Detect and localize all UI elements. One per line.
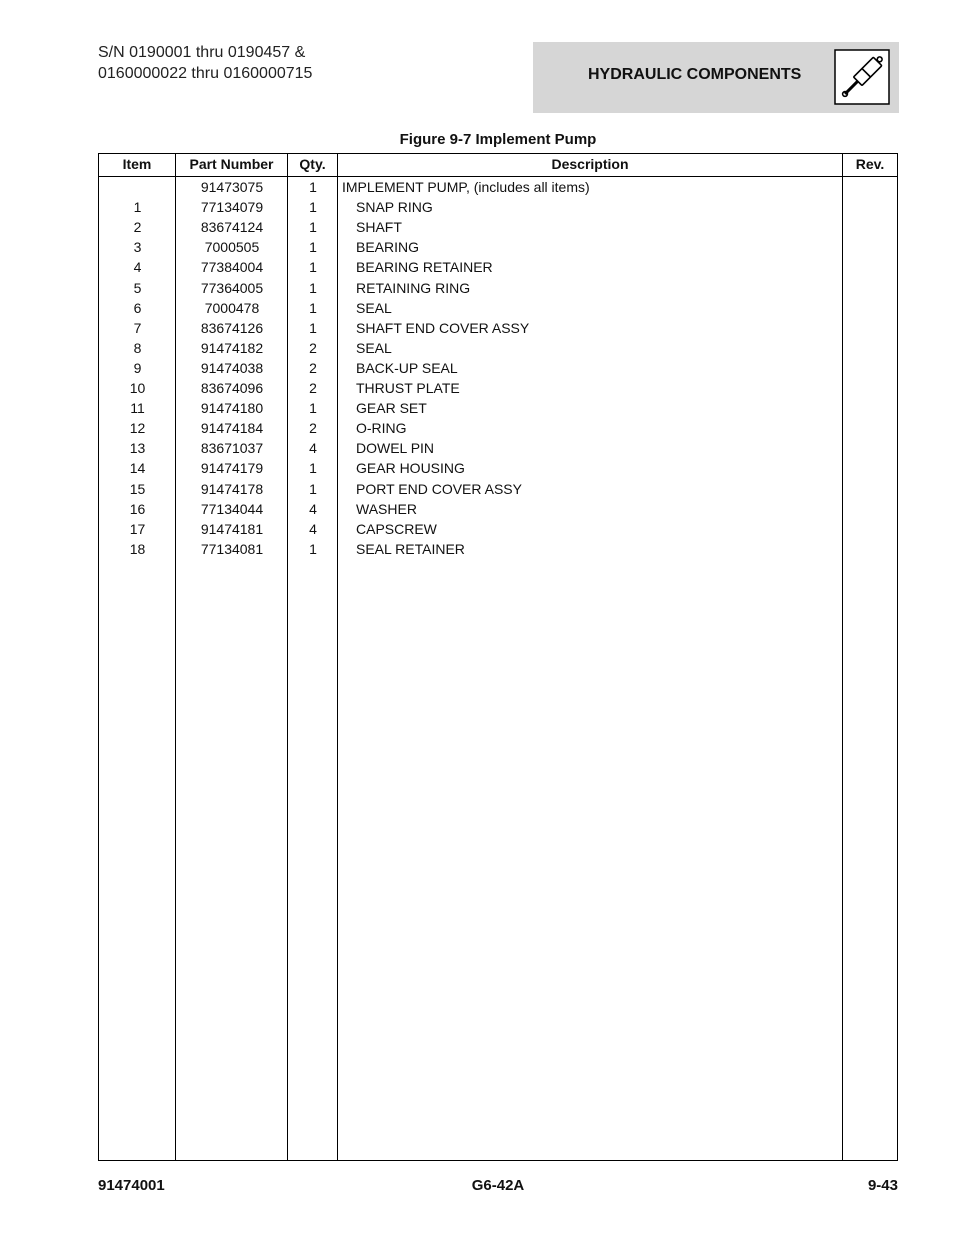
row-description: SHAFT bbox=[356, 219, 402, 236]
table-row bbox=[99, 257, 897, 277]
row-item-number: 6 bbox=[133, 299, 142, 316]
row-description: BEARING bbox=[356, 239, 420, 256]
row-part-number: 77134081 bbox=[200, 540, 264, 557]
row-quantity: 1 bbox=[309, 480, 317, 497]
row-description: IMPLEMENT PUMP, (includes all items) bbox=[342, 179, 590, 195]
row-item-number: 18 bbox=[129, 540, 146, 557]
table-row bbox=[99, 197, 897, 217]
row-quantity: 1 bbox=[309, 279, 317, 296]
row-description: WASHER bbox=[356, 500, 417, 517]
row-item-number: 15 bbox=[129, 480, 146, 497]
column-header-part-number: Part Number bbox=[189, 156, 274, 172]
row-quantity: 1 bbox=[309, 319, 317, 336]
row-quantity: 4 bbox=[309, 520, 317, 537]
table-row bbox=[99, 358, 897, 378]
column-header-qty: Qty. bbox=[299, 156, 326, 172]
row-item-number: 5 bbox=[133, 279, 142, 296]
section-title: HYDRAULIC COMPONENTS bbox=[588, 66, 802, 83]
table-row bbox=[99, 458, 897, 478]
row-description: DOWEL PIN bbox=[356, 440, 435, 457]
row-description: SEAL bbox=[356, 299, 392, 316]
footer-page-number: 9-43 bbox=[867, 1177, 898, 1194]
row-item-number: 17 bbox=[129, 520, 146, 537]
row-description: O-RING bbox=[356, 420, 407, 437]
row-quantity: 1 bbox=[309, 460, 317, 477]
column-header-rev: Rev. bbox=[855, 156, 885, 172]
row-part-number: 77384004 bbox=[200, 259, 264, 276]
row-description: SHAFT END COVER ASSY bbox=[356, 319, 530, 336]
row-quantity: 2 bbox=[309, 359, 317, 376]
table-row bbox=[99, 499, 897, 519]
serial-number-range bbox=[98, 42, 312, 84]
row-item-number: 16 bbox=[129, 500, 146, 517]
row-item-number: 7 bbox=[133, 319, 142, 336]
row-quantity: 1 bbox=[309, 400, 317, 417]
table-row bbox=[99, 438, 897, 458]
row-part-number: 91474038 bbox=[200, 359, 264, 376]
row-item-number: 11 bbox=[130, 400, 145, 417]
row-part-number: 83674096 bbox=[200, 380, 264, 396]
row-part-number: 91474182 bbox=[200, 339, 264, 356]
table-row bbox=[99, 378, 897, 398]
table-row bbox=[99, 217, 897, 237]
row-item-number: 14 bbox=[129, 460, 146, 477]
column-header-item: Item bbox=[122, 156, 152, 172]
row-part-number: 91474179 bbox=[200, 460, 264, 477]
row-item-number: 12 bbox=[129, 420, 146, 437]
row-item-number: 4 bbox=[133, 259, 142, 276]
row-quantity: 1 bbox=[309, 259, 317, 276]
row-part-number: 91474184 bbox=[200, 420, 264, 437]
row-part-number: 91474178 bbox=[200, 480, 264, 497]
parts-table bbox=[98, 153, 898, 1161]
row-part-number: 77134044 bbox=[200, 500, 264, 517]
row-quantity: 4 bbox=[309, 440, 317, 457]
row-part-number: 91474180 bbox=[200, 400, 264, 417]
row-item-number: 13 bbox=[129, 440, 146, 457]
row-item-number: 8 bbox=[133, 339, 142, 356]
section-header bbox=[533, 42, 899, 113]
row-quantity: 4 bbox=[309, 500, 317, 517]
row-description: CAPSCREW bbox=[356, 520, 437, 537]
column-header-description: Description bbox=[551, 156, 629, 172]
table-row bbox=[99, 298, 897, 318]
row-item-number: 9 bbox=[133, 359, 142, 376]
row-part-number: 7000478 bbox=[204, 299, 260, 316]
row-description: SNAP RING bbox=[356, 199, 433, 216]
hydraulic-cylinder-icon bbox=[834, 49, 890, 105]
row-item-number: 1 bbox=[133, 199, 142, 216]
row-part-number: 77134079 bbox=[200, 199, 264, 216]
row-quantity: 1 bbox=[309, 239, 317, 256]
row-description: SEAL bbox=[356, 339, 392, 356]
table-row bbox=[99, 479, 897, 499]
table-row bbox=[99, 398, 897, 418]
row-quantity: 1 bbox=[309, 199, 317, 216]
footer-model: G6-42A bbox=[471, 1177, 525, 1194]
serial-line-1: S/N 0190001 thru 0190457 & bbox=[98, 44, 306, 61]
table-row bbox=[99, 278, 897, 298]
row-part-number: 83674126 bbox=[200, 319, 264, 336]
row-part-number: 7000505 bbox=[204, 239, 260, 256]
row-quantity: 1 bbox=[309, 179, 317, 195]
table-row bbox=[99, 539, 897, 559]
row-description: BACK-UP SEAL bbox=[356, 359, 458, 376]
footer-document-number: 91474001 bbox=[98, 1177, 165, 1194]
row-quantity: 1 bbox=[309, 540, 317, 557]
row-part-number: 83671037 bbox=[200, 440, 264, 457]
row-part-number: 91474181 bbox=[200, 520, 264, 537]
row-quantity: 1 bbox=[309, 299, 317, 316]
row-description: RETAINING RING bbox=[356, 279, 471, 296]
row-description: BEARING RETAINER bbox=[356, 259, 493, 276]
row-item-number: 3 bbox=[133, 239, 142, 256]
row-quantity: 2 bbox=[309, 339, 317, 356]
table-row bbox=[99, 519, 897, 539]
row-part-number: 91473075 bbox=[200, 179, 264, 195]
row-item-number: 10 bbox=[129, 380, 146, 396]
row-part-number: 83674124 bbox=[200, 219, 264, 236]
row-description: GEAR SET bbox=[356, 400, 427, 417]
row-quantity: 1 bbox=[309, 219, 317, 236]
table-row bbox=[99, 338, 897, 358]
row-description: THRUST PLATE bbox=[356, 380, 460, 396]
table-row bbox=[99, 237, 897, 257]
row-quantity: 2 bbox=[309, 380, 317, 396]
row-description: SEAL RETAINER bbox=[356, 540, 465, 557]
row-description: GEAR HOUSING bbox=[356, 460, 465, 477]
table-row bbox=[99, 177, 897, 197]
row-part-number: 77364005 bbox=[200, 279, 264, 296]
serial-line-2: 0160000022 thru 0160000715 bbox=[98, 65, 313, 82]
figure-title: Figure 9-7 Implement Pump bbox=[399, 131, 597, 148]
table-row bbox=[99, 318, 897, 338]
row-quantity: 2 bbox=[309, 420, 317, 437]
row-description: PORT END COVER ASSY bbox=[356, 480, 522, 497]
row-item-number: 2 bbox=[133, 219, 142, 236]
table-row bbox=[99, 418, 897, 438]
